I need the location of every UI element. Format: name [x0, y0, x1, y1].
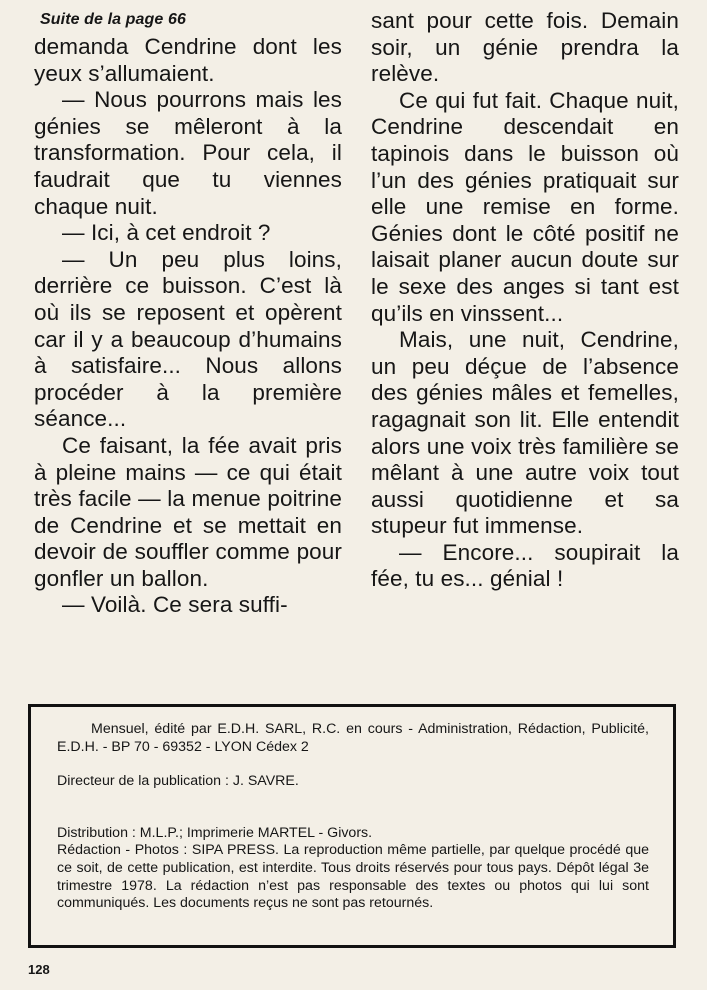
imprint-publisher: Mensuel, édité par E.D.H. SARL, R.C. en cours - Administration, Rédaction, Publicité, E.D.H. - BP 70 - 69352 - LYON Cédex 2: [57, 721, 649, 755]
imprint-distribution: Distribution : M.L.P.; Imprimerie MARTEL - Givors.: [57, 824, 373, 841]
text-column-right: [371, 8, 679, 593]
paragraph: — Nous pourrons mais les génies se mêleront à la transformation. Pour cela, il faudrait que tu viennes chaque nuit.: [34, 87, 342, 219]
paragraph: sant pour cette fois. Demain soir, un génie prendra la relève.: [371, 8, 679, 87]
paragraph: demanda Cendrine dont les yeux s’allumaient.: [34, 34, 342, 86]
imprint-legal: Rédaction - Photos : SIPA PRESS. La reproduction même partielle, par quelque procédé que ce soit, de cette publication, est interdite. Tous droits réservés pour tous pays. Dépôt légal 3e trimestre 1978. La rédaction n’est pas responsable des textes ou photos qui lui sont communiqués. Les documents reçus ne sont pas retournés.: [57, 842, 649, 912]
imprint-box: [28, 704, 676, 948]
imprint-director: Directeur de la publication : J. SAVRE.: [57, 773, 299, 790]
paragraph: Mais, une nuit, Cendrine, un peu déçue de l’absence des génies mâles et femelles, ragagnait son lit. Elle entendit alors une voix très familière se mêlant à une autre voix tout aussi quotidienne et sa stupeur fut immense.: [371, 327, 679, 539]
paragraph: — Un peu plus loins, derrière ce buisson. C’est là où ils se reposent et opèrent car il y a beaucoup d’humains à satisfaire... Nous allons procéder à la première séance...: [34, 246, 342, 432]
paragraph: — Ici, à cet endroit ?: [62, 220, 271, 246]
paragraph: Ce qui fut fait. Chaque nuit, Cendrine descendait en tapinois dans le buisson où l’un des génies pratiquait sur elle une remise en forme. Génies dont le côté positif ne laisait planer aucun doute sur le sexe des anges si tant est qu’ils en vinssent...: [371, 87, 679, 326]
page-number: 128: [28, 962, 50, 977]
text-column-left: [34, 8, 342, 619]
continued-from-label: Suite de la page 66: [40, 11, 186, 28]
paragraph: — Encore... soupirait la fée, tu es... génial !: [371, 539, 679, 592]
paragraph: — Voilà. Ce sera suffi-: [62, 592, 288, 618]
paragraph: Ce faisant, la fée avait pris à pleine mains — ce qui était très facile — la menue poitrine de Cendrine et se mettait en devoir de souffler comme pour gonfler un ballon.: [34, 432, 342, 591]
